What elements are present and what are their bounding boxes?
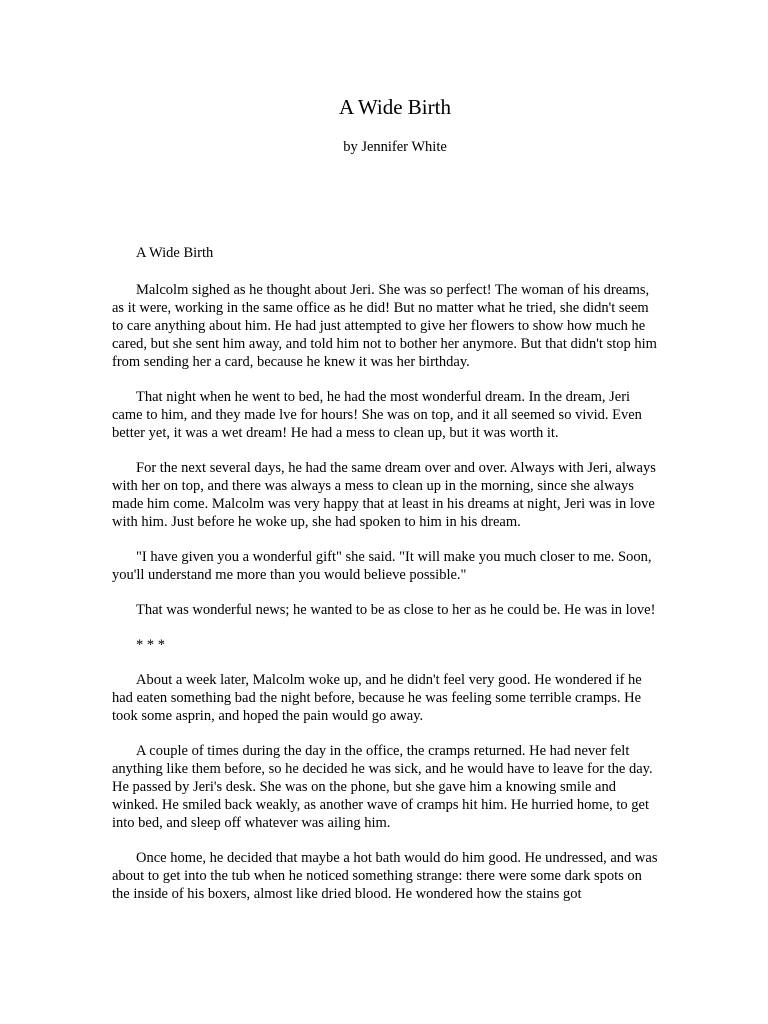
section-break: * * * [136,637,165,653]
document-body [112,244,660,920]
paragraph: A couple of times during the day in the office, the cramps returned. He had never felt anything like them before, so he decided he was sick, and he would have to leave for the day. He passed by Jeri's desk. She was on the phone, but she gave him a knowing smile and winked. He smiled back weakly, as another wave of cramps hit him. He hurried home, to get into bed, and sleep off whatever was ailing him. [112,743,653,831]
story-heading: A Wide Birth [136,245,214,261]
paragraph: For the next several days, he had the same dream over and over. Always with Jeri, always with her on top, and there was always a mess to clean up in the morning, since she always made him come. Malcolm was very happy that at least in his dreams at night, Jeri was in love with him. Just before he woke up, she had spoken to him in his dream. [112,460,656,530]
paragraph: Malcolm sighed as he thought about Jeri. She was so perfect! The woman of his dreams, as it were, working in the same office as he did! But no matter what he tried, she didn't seem to care anything about him. He had just attempted to give her flowers to show how much he cared, but she sent him away, and told him not to bother her anymore. But that didn't stop him from sending her a card, because he knew it was her birthday. [112,282,657,370]
paragraph: Once home, he decided that maybe a hot bath would do him good. He undressed, and was about to get into the tub when he noticed something strange: there were some dark spots on the inside of his boxers, almost like dried blood. He wondered how the stains got [112,850,658,902]
paragraph: That night when he went to bed, he had the most wonderful dream. In the dream, Jeri came to him, and they made lve for hours! She was on top, and it all seemed so vivid. Even better yet, it was a wet dream! He had a mess to clean up, but it was worth it. [112,389,642,441]
paragraph: "I have given you a wonderful gift" she said. "It will make you much closer to me. Soon, you'll understand me more than you would believe possible." [112,549,652,583]
document-title: A Wide Birth [339,95,451,119]
paragraph: About a week later, Malcolm woke up, and he didn't feel very good. He wondered if he had eaten something bad the night before, because he was feeling some terrible cramps. He took some asprin, and hoped the pain would go away. [112,672,642,724]
paragraph: That was wonderful news; he wanted to be as close to her as he could be. He was in love! [136,602,656,618]
document-byline: by Jennifer White [343,139,447,155]
